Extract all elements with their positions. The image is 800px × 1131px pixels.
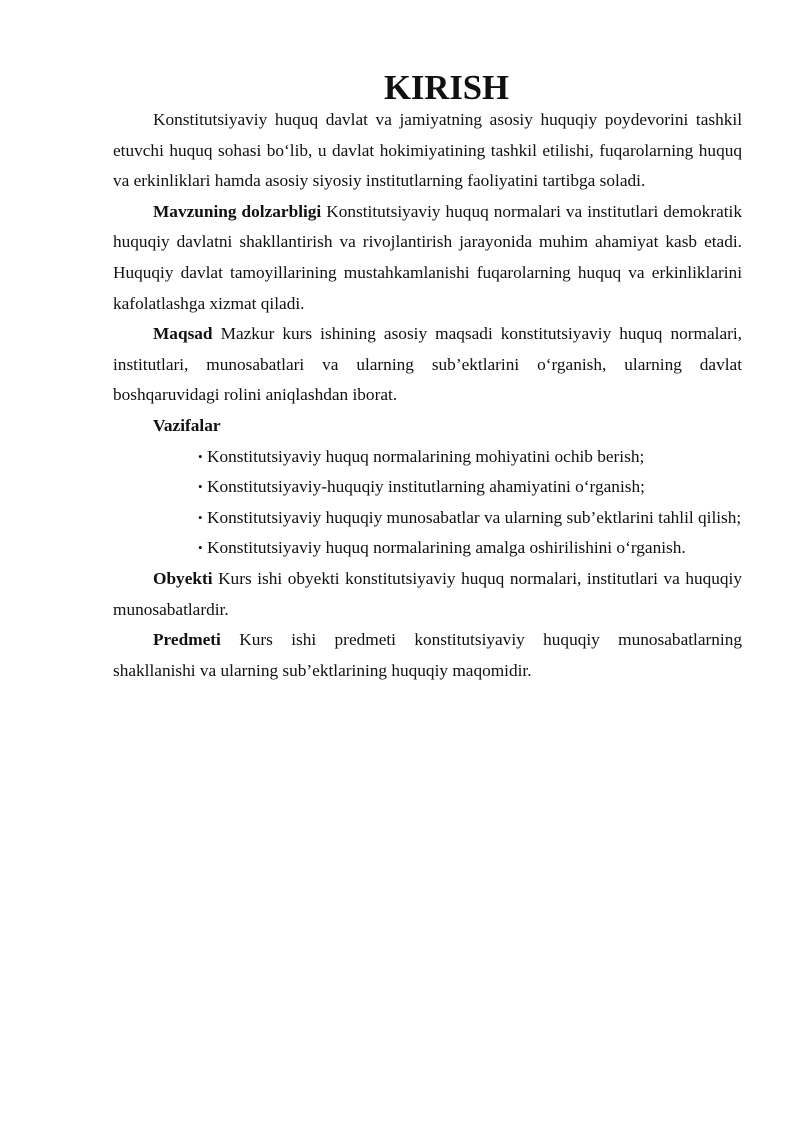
tasks-heading: Vazifalar (153, 415, 221, 435)
task-text: Konstitutsiyaviy huquqiy munosabatlar va ularning sub’ektlarini tahlil qilish; (207, 507, 742, 527)
goal-text: Mazkur kurs ishining asosiy maqsadi konstitutsiyaviy huquq normalari, institutlari, munosabatlari va ularning sub’ektlarini o‘rganish, ularning davlat boshqaruvidagi rolini aniqlashdan iborat. (113, 324, 742, 405)
intro-paragraph: Konstitutsiyaviy huquq davlat va jamiyatning asosiy huquqiy poydevorini tashkil etuvchi huquq sohasi bo‘lib, u davlat hokimiyatining tashkil etilishi, fuqarolarning huquq va erkinliklari hamda asosiy siyosiy institutlarning faoliyatini tartibga soladi. (113, 110, 742, 191)
bullet-icon: • (198, 540, 203, 556)
goal-label: Maqsad (153, 324, 213, 344)
goal-paragraph (113, 319, 742, 411)
page-title: KIRISH (384, 69, 509, 107)
bullet-icon: • (198, 509, 203, 525)
object-text: Kurs ishi obyekti konstitutsiyaviy huquq normalari, institutlari va huquqiy munosabatlardir. (113, 568, 742, 619)
object-paragraph (113, 564, 742, 625)
task-text: Konstitutsiyaviy huquq normalarining mohiyatini ochib berish; (207, 446, 645, 466)
task-text: Konstitutsiyaviy huquq normalarining amalga oshirilishini o‘rganish. (207, 538, 686, 558)
list-item (113, 442, 742, 473)
subject-text: Kurs ishi predmeti konstitutsiyaviy huquqiy munosabatlarning shakllanishi va ularning sub’ektlarining huquqiy maqomidir. (113, 630, 742, 680)
tasks-list (113, 442, 742, 564)
relevance-paragraph (113, 197, 742, 319)
document-page (113, 69, 742, 686)
subject-paragraph (113, 625, 742, 686)
list-item (113, 472, 742, 503)
list-item (113, 503, 742, 534)
bullet-icon: • (198, 479, 203, 495)
object-label: Obyekti (153, 568, 213, 588)
bullet-icon: • (198, 448, 203, 464)
task-text: Konstitutsiyaviy-huquqiy institutlarning ahamiyatini o‘rganish; (207, 477, 645, 497)
subject-label: Predmeti (153, 630, 221, 650)
list-item (113, 533, 742, 564)
relevance-text: Konstitutsiyaviy huquq normalari va institutlari demokratik huquqiy davlatni shakllantirish va rivojlantirish jarayonida muhim ahamiyat kasb etadi. Huquqiy davlat tamoyillarining mustahkamlanishi fuqarolarning huquq va erkinliklarini kafolatlashga xizmat qiladi. (113, 201, 742, 313)
relevance-label: Mavzuning dolzarbligi (153, 201, 322, 221)
